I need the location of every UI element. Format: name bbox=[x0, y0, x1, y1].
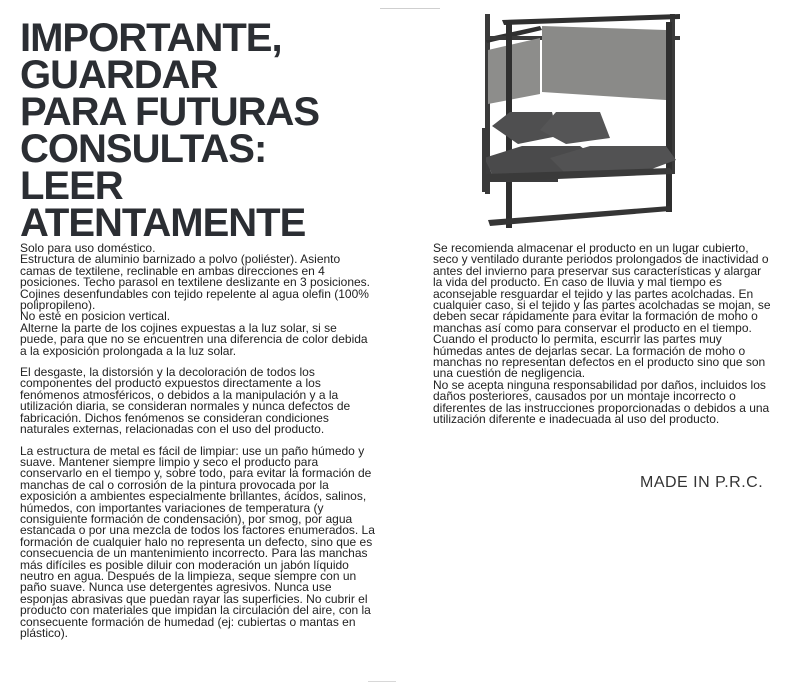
sunlight-advice: Alterne la parte de los cojines expuestas a la luz solar, si se puede, para que no se encuentren una diferencia de color debida a la exposición prolongada a la luz solar. bbox=[20, 320, 368, 358]
storage-paragraph: Se recomienda almacenar el producto en un lugar cubierto, seco y ventilado durante periodos prolongados de inactividad o antes del invierno para preservar sus características y alargar la vida del producto. En caso de lluvia y mal tiempo es aconsejable resguardar el tejido y las partes acolchadas. En cualquier caso, si el tejido y las partes acolchadas se mojan, se deben secar rápidamente para evitar la formación de moho o manchas así como para conservar el producto en el tiempo. Cuando el producto lo permita, escurrir las partes muy húmedas antes de dejarlas secar. La formación de moho o manchas no representan defectos en el producto sino que son una cuestión de negligencia. bbox=[433, 241, 771, 381]
left-text-column bbox=[20, 243, 375, 639]
made-in-label: MADE IN P.R.C. bbox=[640, 474, 764, 491]
wear-paragraph: El desgaste, la distorsión y la decoloración de todos los componentes del producto expuestos directamente a los fenómenos atmosféricos, o debidos a la manipulación y a la utilización diaria, se consideran normales y nunca defectos de fabricación. Dichos fenómenos se consideran condiciones naturales externas, relacionadas con el uso del producto. bbox=[20, 365, 351, 437]
structure-description: Estructura de aluminio barnizado a polvo (poliéster). Asiento camas de textilene, reclinable en ambas direcciones en 4 posiciones. Techo parasol en textilene deslizante en 3 posiciones. bbox=[20, 252, 371, 290]
usage-line: Solo para uso doméstico. bbox=[20, 241, 156, 255]
warning-title: IMPORTANTE, GUARDAR PARA FUTURAS CONSULTAS: LEER ATENTAMENTE bbox=[20, 16, 320, 245]
daybed-product-image bbox=[470, 8, 690, 230]
bottom-divider bbox=[368, 681, 396, 682]
cleaning-paragraph: La estructura de metal es fácil de limpiar: use un paño húmedo y suave. Mantener siempre limpio y seco el producto para conservarlo en el tiempo y, sobre todo, para evitar la formación de manchas de cal o corrosión de la pintura provocada por la exposición a ambientes especialmente brillantes, ácidos, salinos, húmedos, con importantes variaciones de temperatura (y consiguiente formación de condensación), por smog, por agua estancada o por una mezcla de todos los factores enumerados. La formación de cualquier halo no representa un defecto, sino que es consecuencia de un mantenimiento incorrecto. Para las manchas más difíciles es posible diluir con moderación un jabón líquido neutro en agua. Después de la limpieza, seque siempre con un paño suave. Nunca use detergentes agresivos. Nunca use esponjas abrasivas que puedan rayar las superficies. No cubrir el producto con materiales que impidan la circulación del aire, con la consecuente formación de humedad (ej: cubiertas o mantas en plástico). bbox=[20, 443, 375, 640]
cushions-description: Cojines desenfundables con tejido repelente al agua olefin (100% polipropileno). bbox=[20, 286, 369, 313]
liability-paragraph: No se acepta ninguna responsabilidad por daños, incluidos los daños posteriores, causados por un montaje incorrecto o diferentes de las instrucciones proporcionadas o debidos a una utilización diferente e inadecuada al uso del producto. bbox=[433, 377, 770, 427]
top-divider bbox=[380, 8, 440, 9]
right-text-column bbox=[433, 243, 773, 426]
vertical-warning: No esté en posicion vertical. bbox=[20, 309, 171, 324]
